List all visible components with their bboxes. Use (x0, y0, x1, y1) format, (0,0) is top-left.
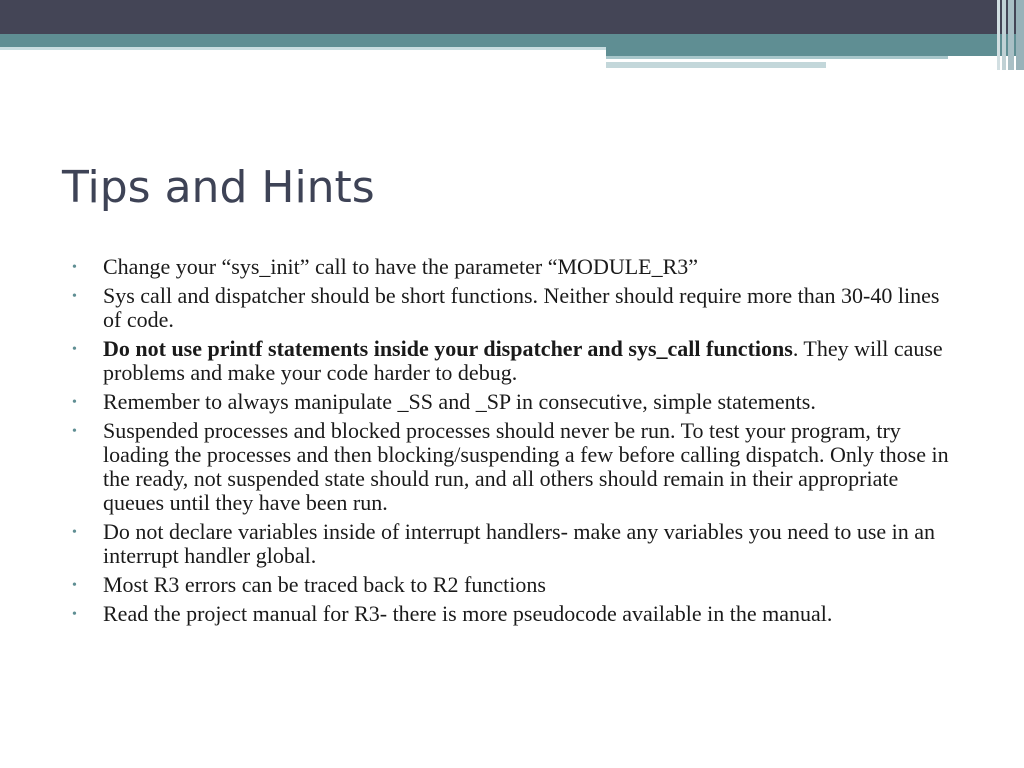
bullet-dot-icon: • (72, 342, 77, 357)
bullet-item (72, 255, 962, 279)
bullet-dot-icon: • (72, 395, 77, 410)
slide-content (72, 255, 962, 631)
header-dark-band (0, 0, 1024, 34)
bullet-text: Change your “sys_init” call to have the parameter “MODULE_R3” (103, 254, 699, 279)
slide-title: Tips and Hints (62, 162, 375, 213)
bullet-item (72, 602, 962, 626)
bullet-text: Do not declare variables inside of interrupt handlers- make any variables you need to use in an interrupt handler global. (103, 519, 936, 568)
bullet-item (72, 520, 962, 568)
header-bar (1002, 0, 1006, 70)
bullet-dot-icon: • (72, 525, 77, 540)
bullet-text: Most R3 errors can be traced back to R2 functions (103, 572, 546, 597)
bullet-item (72, 390, 962, 414)
bullet-dot-icon: • (72, 260, 77, 275)
header-vertical-bars (994, 0, 1024, 70)
bullet-text: Sys call and dispatcher should be short functions. Neither should require more than 30-40 lines of code. (103, 283, 940, 332)
header-accent-line-1 (606, 56, 948, 59)
bullet-dot-icon: • (72, 424, 77, 439)
header-teal-block (606, 47, 1024, 56)
header-bar (1016, 0, 1024, 70)
header-accent-line-2 (606, 62, 826, 68)
bullet-text: Read the project manual for R3- there is more pseudocode available in the manual. (103, 601, 833, 626)
bullet-item (72, 419, 962, 515)
header-bar (1008, 0, 1014, 70)
bullet-item (72, 284, 962, 332)
bullet-text: . They will cause problems and make your code harder to debug. (103, 336, 943, 385)
bullet-item (72, 337, 962, 385)
bullet-dot-icon: • (72, 607, 77, 622)
bullet-bold-text: Do not use printf statements inside your dispatcher and sys_call functions (103, 336, 793, 361)
bullet-text: Suspended processes and blocked processes should never be run. To test your program, try loading the processes and then blocking/suspending a few before calling dispatch. Only those in the ready, not suspended state should run, and all others should remain in their appropriate queues until they have been run. (103, 418, 949, 515)
bullet-dot-icon: • (72, 289, 77, 304)
bullet-list (72, 255, 962, 626)
header-teal-band (0, 34, 1024, 47)
bullet-text: Remember to always manipulate _SS and _SP in consecutive, simple statements. (103, 389, 816, 414)
header-light-line (0, 47, 606, 50)
bullet-item (72, 573, 962, 597)
header-bar (997, 0, 1000, 70)
bullet-dot-icon: • (72, 578, 77, 593)
